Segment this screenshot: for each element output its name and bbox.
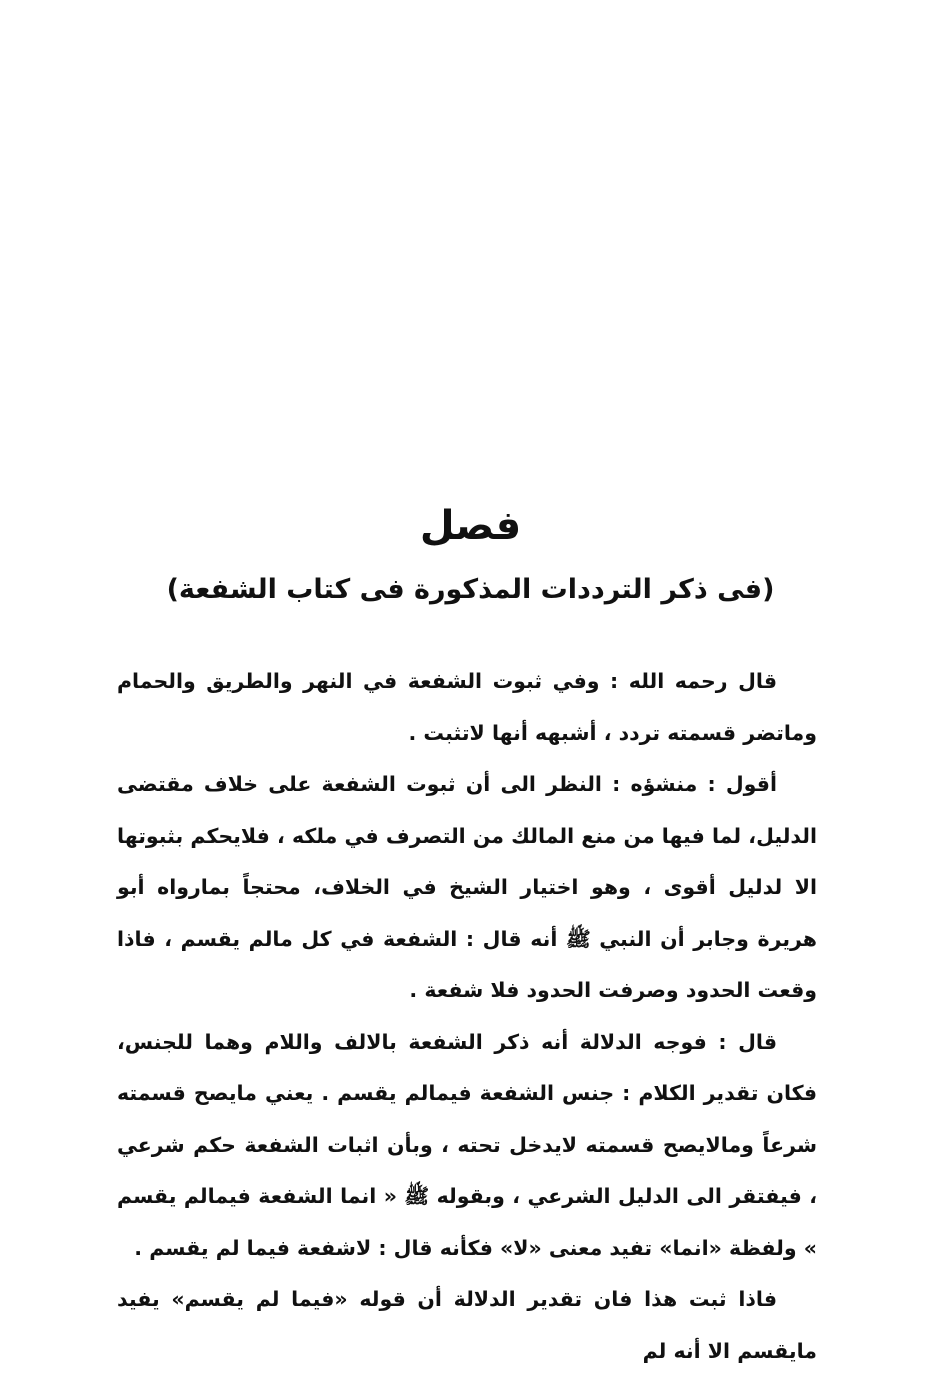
paragraph-4: فاذا ثبت هذا فان تقدير الدلالة أن قوله «فيما لم يقسم» يفيد مايقسم الا أنه لم xyxy=(117,1287,817,1363)
paragraph-2: أقول : منشؤه : النظر الى أن ثبوت الشفعة على خلاف مقتضى الدليل، لما فيها من منع المالك من التصرف في ملكه ، فلايحكم بثبوتها الا لدليل أقوى ، وهو اختيار الشيخ في الخلاف، محتجاً بمارواه أبو هريرة وجابر أن النبي ﷺ أنه قال : الشفعة في كل مالم يقسم ، فاذا وقعت الحدود وصرفت الحدود فلا شفعة . xyxy=(117,772,817,1002)
paragraph-1: قال رحمه الله : وفي ثبوت الشفعة في النهر والطريق والحمام وماتضر قسمته تردد ، أشبهه أنها لاتثبت . xyxy=(117,669,817,745)
chapter-subtitle: (فى ذكر الترددات المذكورة فى كتاب الشفعة) xyxy=(166,574,775,605)
chapter-title: فصل xyxy=(419,503,522,549)
paragraph-3: قال : فوجه الدلالة أنه ذكر الشفعة بالالف واللام وهما للجنس، فكان تقدير الكلام : جنس الشفعة فيمالم يقسم . يعني مايصح قسمته شرعاً ومالايصح قسمته لايدخل تحته ، وبأن اثبات الشفعة حكم شرعي ، فيفتقر الى الدليل الشرعي ، وبقوله ﷺ « انما الشفعة فيمالم يقسم » ولفظة «انما» تفيد معنى «لا» فكأنه قال : لاشفعة فيما لم يقسم . xyxy=(117,1029,817,1260)
body-text xyxy=(117,656,817,1377)
